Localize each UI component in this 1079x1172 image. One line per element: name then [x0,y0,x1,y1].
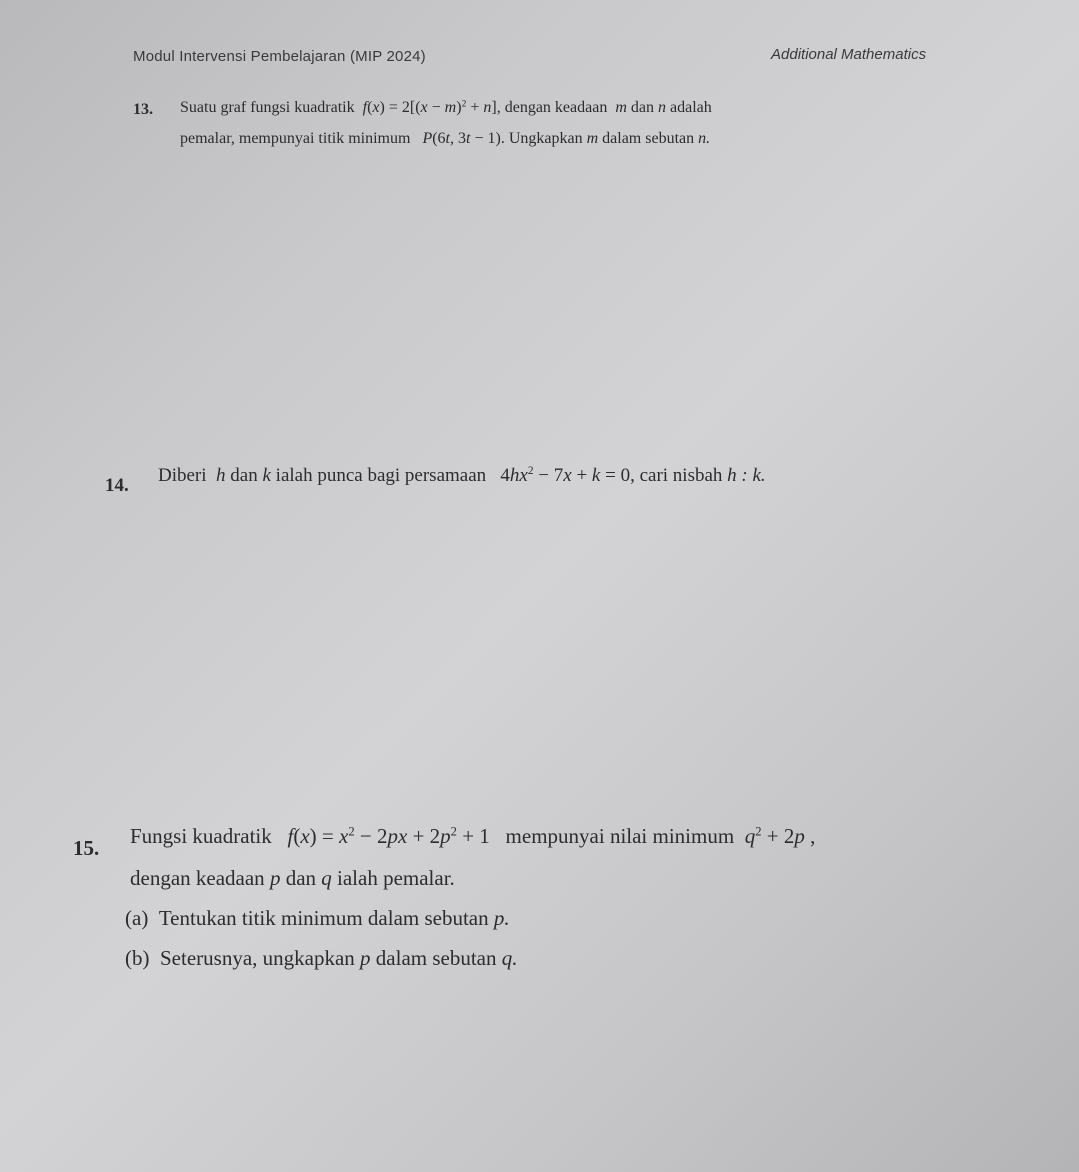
q13-text: pemalar, mempunyai titik minimum [180,130,411,147]
q13-text: adalah [670,99,712,116]
q15-part-b-var: q. [501,946,518,970]
q13-var: m [586,130,599,147]
question-15-part-a [125,906,510,931]
question-14-line [158,465,766,487]
q13-expr-close: )$^2$ + [456,98,484,116]
question-13-line-2 [180,130,710,148]
q15-text: ialah pemalar. [337,866,455,890]
q15-var: p [269,866,281,890]
q13-expr-x: x [372,99,380,116]
q14-var: h [216,465,226,486]
q15-part-b-var: p [360,946,371,970]
q13-text: . Ungkapkan [500,130,583,147]
q13-point-open: (6 [432,130,446,147]
q15-text: Fungsi kuadratik [130,824,272,848]
q13-expr-body: ) = 2[( [379,99,421,116]
q13-point-end: − 1) [470,130,501,147]
q13-var: m [615,99,627,116]
module-header: Modul Intervensi Pembelajaran (MIP 2024) [133,48,426,65]
question-14-number: 14. [105,475,129,496]
q15-function-expression: $f(x) = x^2 - 2px + 2p^2 + 1$ [287,824,490,848]
q13-point-t2: t [466,130,471,147]
q13-text: Suatu graf fungsi kuadratik [180,99,355,116]
q13-text: , dengan keadaan [496,99,608,116]
q13-expr-rest: ( [367,99,373,116]
q15-text: dengan keadaan [130,866,265,890]
q13-expr-n: n [483,99,492,116]
question-13-number: 13. [133,101,153,118]
question-15-line-2 [130,866,455,891]
q14-text: ialah punca bagi persamaan [275,465,487,486]
q15-part-a-var: p. [493,906,510,930]
q15-part-b-label: (b) [125,946,150,970]
q13-point-expression: P [422,130,433,147]
q15-part-a-label: (a) [125,906,149,930]
q13-var: n. [698,130,711,147]
q15-part-a-text: Tentukan titik minimum dalam sebutan [158,906,489,930]
q14-ratio: h : k. [727,465,766,486]
q14-text: , cari nisbah [630,465,723,486]
subject-header: Additional Mathematics [771,46,927,63]
q13-var: n [658,99,666,116]
q14-var: k [262,465,271,486]
q14-text: Diberi [158,465,207,486]
question-15-part-b [125,946,518,971]
q15-text: dan [285,866,317,890]
q13-function-expression: f [362,99,368,116]
q15-text: mempunyai nilai minimum [505,824,735,848]
q13-expr-x2: x [420,99,428,116]
q15-text: , [810,824,816,848]
q13-text: dan [630,99,654,116]
q13-expr-m: m [444,99,457,116]
q13-expr-minus: − [427,99,445,116]
question-15-line-1 [130,824,815,849]
question-13-line-1 [180,99,712,117]
q15-min-expression: $q^2 + 2p$ [744,824,805,848]
q13-point-mid: , 3 [450,130,466,147]
q15-part-b-text: Seterusnya, ungkapkan [160,946,355,970]
q14-equation: $4hx^2 - 7x + k = 0$ [500,465,631,486]
question-15-number: 15. [73,836,100,860]
q15-part-b-text: dalam sebutan [375,946,497,970]
q14-text: dan [230,465,258,486]
q13-text: dalam sebutan [602,130,695,147]
q13-point-t: t [445,130,450,147]
q13-expr-end: ] [491,99,497,116]
q15-var: q [321,866,332,890]
